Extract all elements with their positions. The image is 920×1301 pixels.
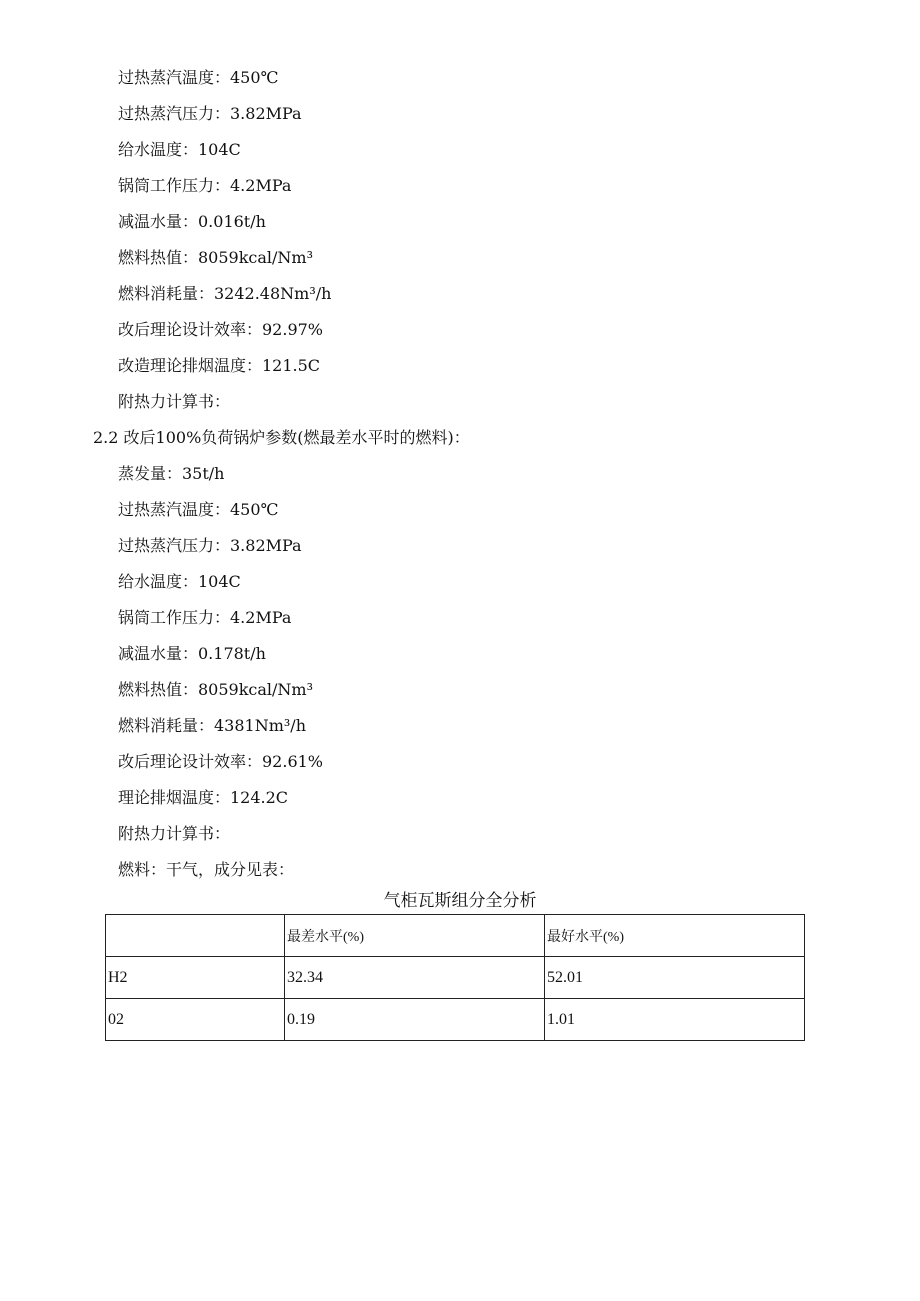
param-line: 过热蒸汽温度：450℃: [118, 500, 279, 519]
param-line: 给水温度：104C: [118, 140, 241, 159]
param-line: 燃料热值：8059kcal/Nm³: [118, 680, 314, 699]
header-cell-worst: 最差水平(%): [285, 915, 545, 957]
param-line: 附热力计算书：: [118, 824, 231, 843]
gas-composition-table: [105, 914, 805, 1041]
param-line: 给水温度：104C: [118, 572, 241, 591]
param-line: 理论排烟温度：124.2C: [118, 788, 289, 807]
component-cell: H2: [106, 957, 285, 999]
param-line: 减温水量：0.178t/h: [118, 644, 266, 663]
param-line: 减温水量：0.016t/h: [118, 212, 266, 231]
section-heading: 2.2 改后100%负荷锅炉参数(燃最差水平时的燃料)：: [93, 428, 470, 447]
table-row: [106, 999, 805, 1041]
table-row: [106, 957, 805, 999]
param-line: 过热蒸汽温度：450℃: [118, 68, 279, 87]
param-line: 燃料消耗量：3242.48Nm³/h: [118, 284, 332, 303]
param-line: 过热蒸汽压力：3.82MPa: [118, 536, 302, 555]
param-line: 改后理论设计效率：92.97%: [118, 320, 324, 339]
param-line: 蒸发量：35t/h: [118, 464, 225, 483]
param-line: 附热力计算书：: [118, 392, 231, 411]
param-line: 锅筒工作压力：4.2MPa: [118, 608, 292, 627]
param-line: 改后理论设计效率：92.61%: [118, 752, 324, 771]
param-line: 锅筒工作压力：4.2MPa: [118, 176, 292, 195]
param-line: 燃料：干气，成分见表：: [118, 860, 295, 879]
header-cell-empty: [106, 915, 285, 957]
component-cell: 02: [106, 999, 285, 1041]
param-line: 改造理论排烟温度：121.5C: [118, 356, 321, 375]
value-cell: 0.19: [285, 999, 545, 1041]
table-caption: 气柜瓦斯组分全分析: [383, 891, 537, 911]
value-cell: 52.01: [545, 957, 805, 999]
table-header-row: [106, 915, 805, 957]
param-line: 过热蒸汽压力：3.82MPa: [118, 104, 302, 123]
param-line: 燃料热值：8059kcal/Nm³: [118, 248, 314, 267]
header-cell-best: 最好水平(%): [545, 915, 805, 957]
value-cell: 32.34: [285, 957, 545, 999]
param-line: 燃料消耗量：4381Nm³/h: [118, 716, 307, 735]
value-cell: 1.01: [545, 999, 805, 1041]
